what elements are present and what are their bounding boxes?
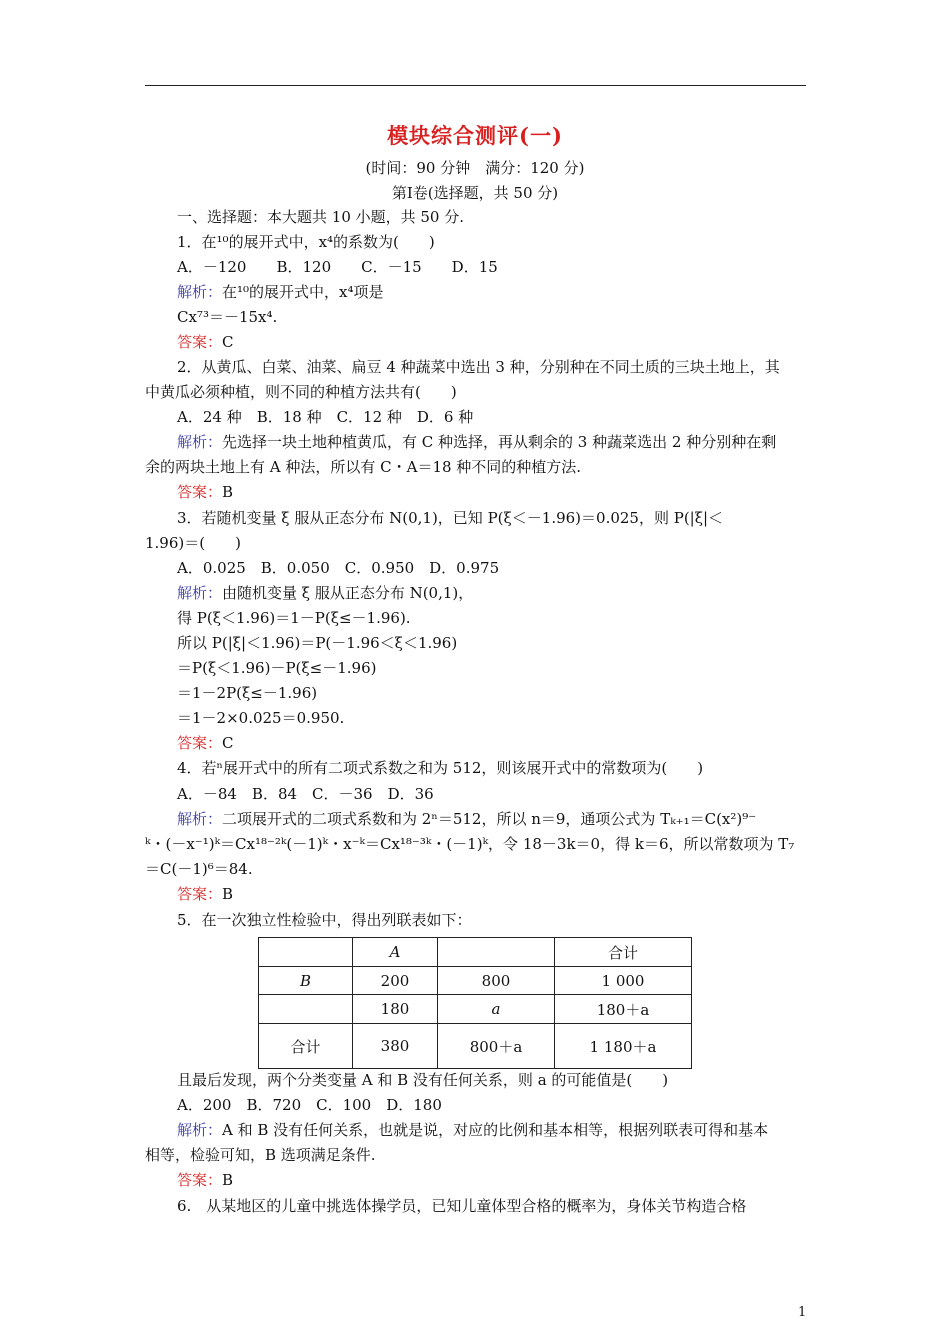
analysis-text: 二项展开式的二项式系数和为 2ⁿ＝512，所以 n＝9，通项公式为 Tₖ₊₁＝C(x²)⁹⁻ xyxy=(222,810,757,828)
q1-stem: 1．在¹⁰的展开式中，x⁴的系数为( ) xyxy=(177,233,435,251)
analysis-text: A 和 B 没有任何关系，也就是说，对应的比例和基本相等，根据列联表可得和基本 xyxy=(222,1121,769,1139)
answer-label: 答案： xyxy=(177,333,223,351)
analysis-text: 由随机变量 ξ 服从正态分布 N(0,1)， xyxy=(222,584,474,602)
q3-stem-1: 3．若随机变量 ξ 服从正态分布 N(0,1)，已知 P(ξ＜－1.96)＝0.025，则 P(|ξ|＜ xyxy=(177,509,724,527)
table-cell: A xyxy=(353,938,438,967)
q2-answer xyxy=(177,482,233,502)
table-cell: 1 000 xyxy=(555,967,692,995)
q1-analysis-2: Cx⁷³＝－15x⁴. xyxy=(177,308,278,326)
q3-answer xyxy=(177,733,234,753)
answer-value: B xyxy=(222,1171,234,1189)
q2-stem-2: 中黄瓜必须种植，则不同的种植方法共有( ) xyxy=(145,383,457,401)
table-cell: 180 xyxy=(353,995,438,1024)
answer-value: C xyxy=(222,734,234,752)
answer-value: B xyxy=(222,483,234,501)
analysis-label: 解析： xyxy=(177,283,223,301)
table-cell: 合计 xyxy=(259,1024,353,1069)
answer-label: 答案： xyxy=(177,885,223,903)
answer-value: C xyxy=(222,333,234,351)
q5-analysis-2: 相等，检验可知，B 选项满足条件. xyxy=(145,1146,376,1164)
table-cell: B xyxy=(259,967,353,995)
q5-stem: 5．在一次独立性检验中，得出列联表如下： xyxy=(177,911,472,929)
table-cell: 200 xyxy=(353,967,438,995)
answer-value: B xyxy=(222,885,234,903)
q2-analysis xyxy=(177,432,776,452)
table-cell: 1 180＋a xyxy=(555,1024,692,1069)
q4-analysis-3: ＝C(－1)⁶＝84. xyxy=(145,860,253,878)
q2-options: A．24 种 B．18 种 C．12 种 D．6 种 xyxy=(177,408,474,426)
q5-analysis xyxy=(177,1120,768,1140)
q3-analysis xyxy=(177,583,473,603)
table-cell: 合计 xyxy=(555,938,692,967)
page-number: 1 xyxy=(798,1305,807,1320)
answer-label: 答案： xyxy=(177,1171,223,1189)
answer-label: 答案： xyxy=(177,483,223,501)
q4-answer xyxy=(177,884,233,904)
q1-answer xyxy=(177,332,234,352)
analysis-label: 解析： xyxy=(177,1121,223,1139)
q4-analysis-2: ᵏ・(－x⁻¹)ᵏ＝Cx¹⁸⁻²ᵏ(－1)ᵏ・x⁻ᵏ＝Cx¹⁸⁻³ᵏ・(－1)ᵏ，令 18－3k＝0，得 k＝6，所以常数项为 T₇ xyxy=(145,835,795,853)
volume-heading: 第Ⅰ卷(选择题，共 50 分) xyxy=(391,184,559,202)
analysis-label: 解析： xyxy=(177,584,223,602)
analysis-label: 解析： xyxy=(177,433,223,451)
analysis-text: 在¹⁰的展开式中，x⁴项是 xyxy=(222,283,384,301)
q3-derivation-line: ＝P(ξ＜1.96)－P(ξ≤－1.96) xyxy=(177,659,377,677)
table-cell xyxy=(259,995,353,1024)
q3-options: A．0.025 B．0.050 C．0.950 D．0.975 xyxy=(177,559,500,577)
q4-analysis xyxy=(177,809,756,829)
table-cell: 380 xyxy=(353,1024,438,1069)
q1-analysis xyxy=(177,282,384,302)
table-row xyxy=(259,938,692,967)
time-info: (时间：90 分钟 满分：120 分) xyxy=(365,159,585,177)
q3-derivation-line: ＝1－2P(ξ≤－1.96) xyxy=(177,684,318,702)
q3-derivation-line: ＝1－2×0.025＝0.950. xyxy=(177,709,345,727)
q4-stem: 4．若ⁿ展开式中的所有二项式系数之和为 512，则该展开式中的常数项为( ) xyxy=(177,759,704,777)
header-rule xyxy=(145,85,806,86)
contingency-table xyxy=(258,937,692,1069)
q6-stem: 6. 从某地区的儿童中挑选体操学员，已知儿童体型合格的概率为，身体关节构造合格 xyxy=(177,1197,747,1215)
table-row xyxy=(259,995,692,1024)
section-heading: 一、选择题：本大题共 10 小题，共 50 分. xyxy=(177,208,465,226)
table-cell xyxy=(438,938,555,967)
q4-options: A．－84 B．84 C．－36 D．36 xyxy=(177,785,434,803)
page-title: 模块综合测评(一) xyxy=(387,123,563,148)
q2-analysis-2: 余的两块土地上有 A 种法，所以有 C・A＝18 种不同的种植方法. xyxy=(145,458,582,476)
q2-stem-1: 2．从黄瓜、白菜、油菜、扁豆 4 种蔬菜中选出 3 种，分别种在不同土质的三块土地上，其 xyxy=(177,358,780,376)
analysis-text: 先选择一块土地种植黄瓜，有 C 种选择，再从剩余的 3 种蔬菜选出 2 种分别种在剩 xyxy=(222,433,777,451)
q3-stem-2: 1.96)＝( ) xyxy=(145,534,241,552)
table-cell: 180＋a xyxy=(555,995,692,1024)
table-cell: 800＋a xyxy=(438,1024,555,1069)
table-cell: a xyxy=(438,995,555,1024)
answer-label: 答案： xyxy=(177,734,223,752)
table-row xyxy=(259,967,692,995)
q3-derivation-line: 得 P(ξ＜1.96)＝1－P(ξ≤－1.96). xyxy=(177,609,411,627)
q5-stem-2: 且最后发现，两个分类变量 A 和 B 没有任何关系，则 a 的可能值是( ) xyxy=(177,1071,669,1089)
table-row xyxy=(259,1024,692,1069)
analysis-label: 解析： xyxy=(177,810,223,828)
q1-options: A．－120 B．120 C．－15 D．15 xyxy=(177,258,498,276)
q3-derivation-line: 所以 P(|ξ|＜1.96)＝P(－1.96＜ξ＜1.96) xyxy=(177,634,458,652)
q5-options: A．200 B．720 C．100 D．180 xyxy=(177,1096,442,1114)
table-cell: 800 xyxy=(438,967,555,995)
table-cell xyxy=(259,938,353,967)
q5-answer xyxy=(177,1170,233,1190)
